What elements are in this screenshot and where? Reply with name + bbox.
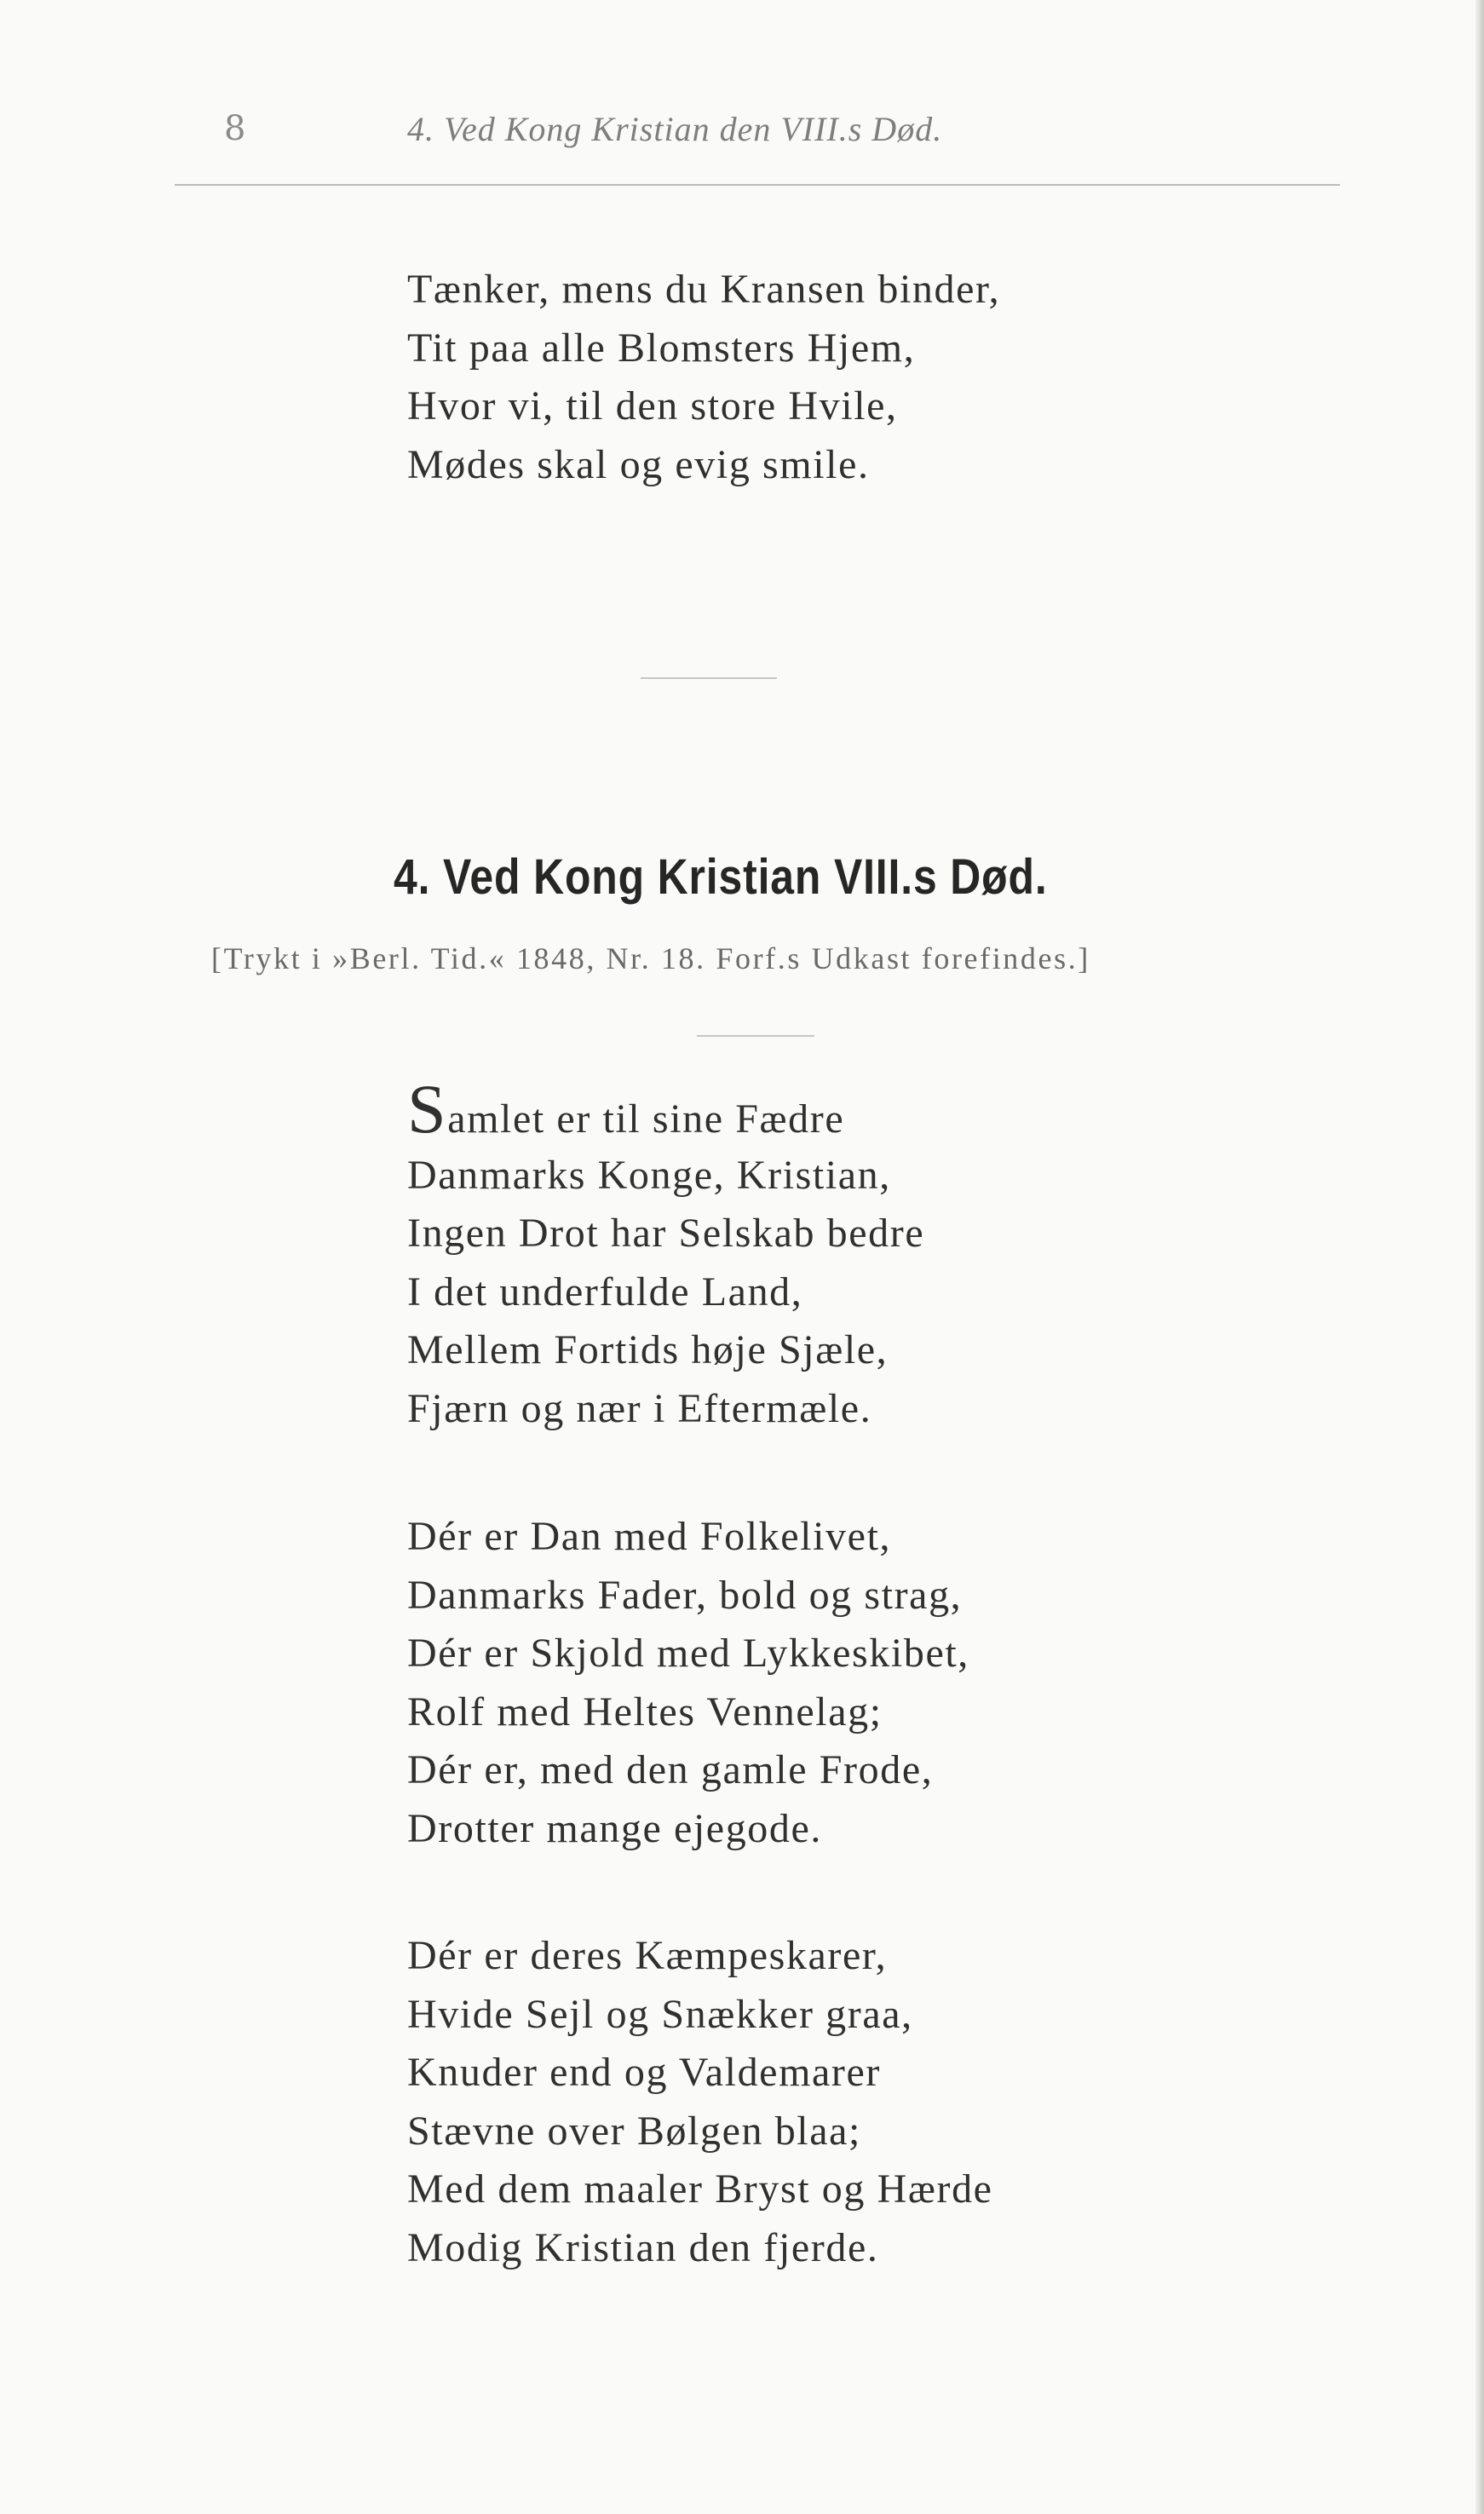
- running-title: 4. Ved Kong Kristian den VIII.s Død.: [407, 110, 943, 148]
- stanza-3: [407, 1927, 993, 2277]
- verse-line: Hvide Sejl og Snækker graa,: [407, 1991, 913, 2037]
- first-line: [407, 1070, 924, 1148]
- verse-line: Stævne over Bølgen blaa;: [407, 2108, 861, 2154]
- first-line-text: amlet er til sine Fædre: [447, 1096, 845, 1142]
- verse-line: Dér er deres Kæmpeskarer,: [407, 1933, 888, 1978]
- verse-line: Mødes skal og evig smile.: [407, 441, 870, 487]
- previous-poem-stanza: [407, 261, 1000, 494]
- print-note: [Trykt i »Berl. Tid.« 1848, Nr. 18. Forf.s Udkast forefindes.]: [211, 941, 1090, 975]
- verse-line: Drotter mange ejegode.: [407, 1805, 823, 1851]
- page-number: 8: [224, 109, 246, 148]
- verse-line: I det underfulde Land,: [407, 1269, 803, 1315]
- header-rule: [175, 184, 1340, 186]
- stanza-2: [407, 1508, 969, 1858]
- drop-cap: S: [407, 1070, 448, 1148]
- verse-line: Knuder end og Valdemarer: [407, 2050, 881, 2095]
- verse-line: Rolf med Heltes Vennelag;: [407, 1688, 883, 1734]
- verse-line: Dér er, med den gamle Frode,: [407, 1747, 934, 1792]
- poem-title: 4. Ved Kong Kristian VIII.s Død.: [394, 849, 1048, 905]
- verse-line: Dér er Skjold med Lykkeskibet,: [407, 1631, 969, 1676]
- verse-line: Mellem Fortids høje Sjæle,: [407, 1327, 889, 1372]
- stanza-1: [407, 1070, 925, 1438]
- verse-line: Ingen Drot har Selskab bedre: [407, 1211, 925, 1256]
- section-divider: [641, 677, 777, 679]
- running-head: [0, 109, 1484, 160]
- verse-line: Tit paa alle Blomsters Hjem,: [407, 325, 916, 371]
- verse-line: Danmarks Fader, bold og strag,: [407, 1572, 963, 1618]
- verse-line: Hvor vi, til den store Hvile,: [407, 383, 898, 429]
- page-edge: [1475, 0, 1484, 2514]
- verse-line: Modig Kristian den fjerde.: [407, 2224, 879, 2270]
- verse-line: Dér er Dan med Folkelivet,: [407, 1514, 892, 1559]
- verse-line: Danmarks Konge, Kristian,: [407, 1152, 891, 1198]
- verse-line: Med dem maaler Bryst og Hærde: [407, 2166, 993, 2212]
- verse-line: Fjærn og nær i Eftermæle.: [407, 1385, 872, 1431]
- note-divider: [697, 1035, 814, 1037]
- verse-line: Tænker, mens du Kransen binder,: [407, 267, 1001, 312]
